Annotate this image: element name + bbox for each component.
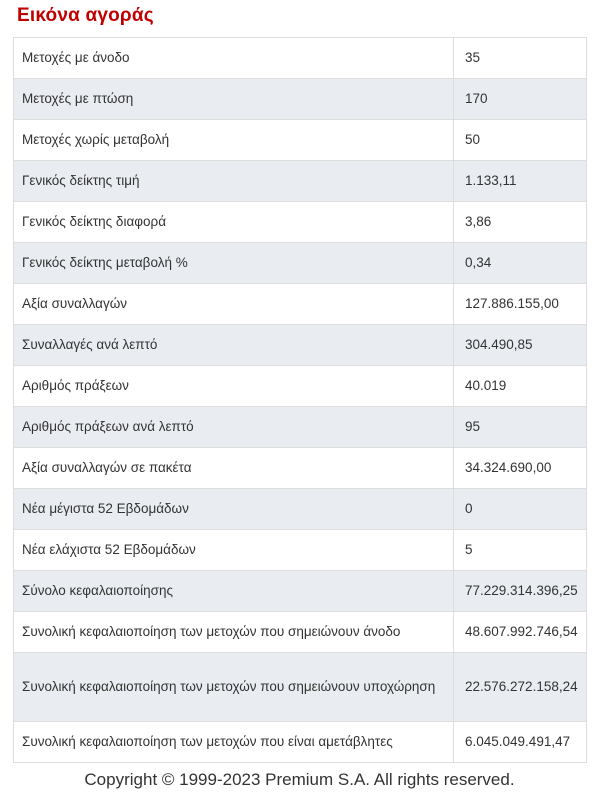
row-value: 50 <box>454 120 587 161</box>
row-value: 170 <box>454 79 587 120</box>
table-row <box>14 202 586 243</box>
row-label: Νέα μέγιστα 52 Εβδομάδων <box>14 489 454 530</box>
table-row <box>14 366 586 407</box>
row-value: 3,86 <box>454 202 587 243</box>
table-row <box>14 489 586 530</box>
row-value: 22.576.272.158,24 <box>454 653 587 722</box>
table-row <box>14 448 586 489</box>
row-label: Συνολική κεφαλαιοποίηση των μετοχών που σημειώνουν άνοδο <box>14 612 454 653</box>
table-row <box>14 612 586 653</box>
row-value: 34.324.690,00 <box>454 448 587 489</box>
row-value: 127.886.155,00 <box>454 284 587 325</box>
row-value: 5 <box>454 530 587 571</box>
row-label: Μετοχές με πτώση <box>14 79 454 120</box>
table-row <box>14 284 586 325</box>
table-row <box>14 161 586 202</box>
row-label: Μετοχές χωρίς μεταβολή <box>14 120 454 161</box>
table-row <box>14 243 586 284</box>
table-row <box>14 325 586 366</box>
row-label: Νέα ελάχιστα 52 Εβδομάδων <box>14 530 454 571</box>
table-row <box>14 79 586 120</box>
row-value: 95 <box>454 407 587 448</box>
row-label: Συνολική κεφαλαιοποίηση των μετοχών που είναι αμετάβλητες <box>14 722 454 763</box>
row-value: 48.607.992.746,54 <box>454 612 587 653</box>
row-label: Συνολική κεφαλαιοποίηση των μετοχών που σημειώνουν υποχώρηση <box>14 653 454 722</box>
row-value: 0,34 <box>454 243 587 284</box>
row-label: Αξία συναλλαγών <box>14 284 454 325</box>
table-row <box>14 722 586 763</box>
table-row <box>14 38 586 79</box>
copyright-footer: Copyright © 1999-2023 Premium S.A. All rights reserved. <box>84 770 515 789</box>
table-row <box>14 407 586 448</box>
table-row <box>14 530 586 571</box>
table-row <box>14 653 586 722</box>
row-label: Μετοχές με άνοδο <box>14 38 454 79</box>
row-label: Γενικός δείκτης διαφορά <box>14 202 454 243</box>
table-row <box>14 120 586 161</box>
row-label: Αξία συναλλαγών σε πακέτα <box>14 448 454 489</box>
row-label: Γενικός δείκτης μεταβολή % <box>14 243 454 284</box>
row-value: 304.490,85 <box>454 325 587 366</box>
table-row <box>14 571 586 612</box>
row-label: Σύνολο κεφαλαιοποίησης <box>14 571 454 612</box>
row-value: 1.133,11 <box>454 161 587 202</box>
row-value: 77.229.314.396,25 <box>454 571 587 612</box>
row-label: Συναλλαγές ανά λεπτό <box>14 325 454 366</box>
row-value: 40.019 <box>454 366 587 407</box>
market-overview-table <box>13 37 587 763</box>
row-label: Γενικός δείκτης τιμή <box>14 161 454 202</box>
row-value: 35 <box>454 38 587 79</box>
row-value: 0 <box>454 489 587 530</box>
row-value: 6.045.049.491,47 <box>454 722 587 763</box>
row-label: Αριθμός πράξεων <box>14 366 454 407</box>
page-title: Εικόνα αγοράς <box>17 5 154 26</box>
row-label: Αριθμός πράξεων ανά λεπτό <box>14 407 454 448</box>
